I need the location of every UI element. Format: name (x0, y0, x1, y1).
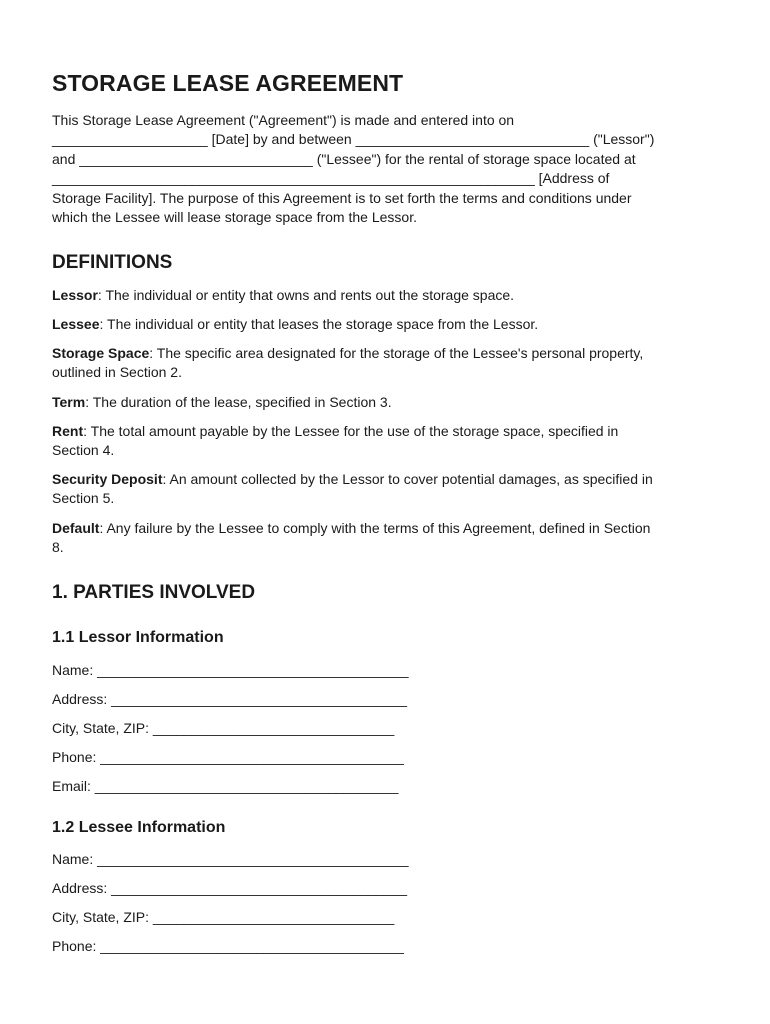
definition-term: Default (52, 520, 100, 536)
intro-line: which the Lessee will lease storage space from the Lessor. (52, 209, 417, 226)
definition-text: : The duration of the lease, specified in Section 3. (85, 394, 392, 410)
intro-line: ______________________________________________________________ [Address of (52, 170, 610, 187)
definition-term: Rent (52, 423, 84, 439)
intro-paragraph (52, 111, 722, 227)
definition-text: : The individual or entity that owns and rents out the storage space. (97, 287, 515, 303)
lessor-address-field[interactable]: Address: ______________________________________ (52, 691, 408, 707)
lessor-info-heading: 1.1 Lessor Information (52, 629, 224, 646)
definition-text-continued: 8. (52, 539, 64, 556)
definition-term: Term (52, 394, 86, 410)
definition-default (52, 519, 722, 558)
definition-rent (52, 422, 722, 461)
definition-text-continued: Section 4. (52, 442, 115, 459)
lessor-city-state-zip-field[interactable]: City, State, ZIP: _______________________________ (52, 720, 395, 736)
lessee-address-field[interactable]: Address: ______________________________________ (52, 880, 408, 896)
definitions-heading: DEFINITIONS (52, 252, 173, 273)
document-title: STORAGE LEASE AGREEMENT (52, 70, 404, 96)
definition-security-deposit (52, 470, 722, 509)
definition-text-continued: outlined in Section 2. (52, 364, 182, 381)
definition-text: : The specific area designated for the storage of the Lessee's personal property, (149, 345, 644, 361)
parties-heading: 1. PARTIES INVOLVED (52, 582, 256, 603)
intro-line: Storage Facility]. The purpose of this Agreement is to set forth the terms and conditions under (52, 189, 632, 206)
definition-storage-space (52, 344, 722, 383)
definition-lessee (52, 315, 722, 334)
definition-text: : An amount collected by the Lessor to cover potential damages, as specified in (162, 471, 653, 487)
lessee-name-field[interactable]: Name: ________________________________________ (52, 851, 409, 867)
intro-line: ____________________ [Date] by and between ______________________________ ("Lessor") (52, 131, 655, 148)
definition-term-duration (52, 393, 722, 412)
lessee-info-heading: 1.2 Lessee Information (52, 819, 226, 836)
definition-text: : Any failure by the Lessee to comply with the terms of this Agreement, defined in Section (99, 520, 651, 536)
definition-term: Security Deposit (52, 471, 163, 487)
lessor-name-field[interactable]: Name: ________________________________________ (52, 662, 409, 678)
lessee-phone-field[interactable]: Phone: _______________________________________ (52, 938, 404, 954)
lessor-phone-field[interactable]: Phone: _______________________________________ (52, 749, 404, 765)
definition-text: : The individual or entity that leases the storage space from the Lessor. (99, 316, 539, 332)
definition-term: Storage Space (52, 345, 150, 361)
lessor-email-field[interactable]: Email: _______________________________________ (52, 778, 399, 794)
intro-line: This Storage Lease Agreement ("Agreement") is made and entered into on (52, 112, 515, 128)
intro-line: and ______________________________ ("Lessee") for the rental of storage space located at (52, 150, 636, 167)
definition-term: Lessee (52, 316, 100, 332)
definition-text-continued: Section 5. (52, 490, 115, 507)
definition-term: Lessor (52, 287, 98, 303)
definition-text: : The total amount payable by the Lessee for the use of the storage space, specified in (83, 423, 619, 439)
definition-lessor (52, 286, 722, 305)
lessee-city-state-zip-field[interactable]: City, State, ZIP: _______________________________ (52, 909, 395, 925)
